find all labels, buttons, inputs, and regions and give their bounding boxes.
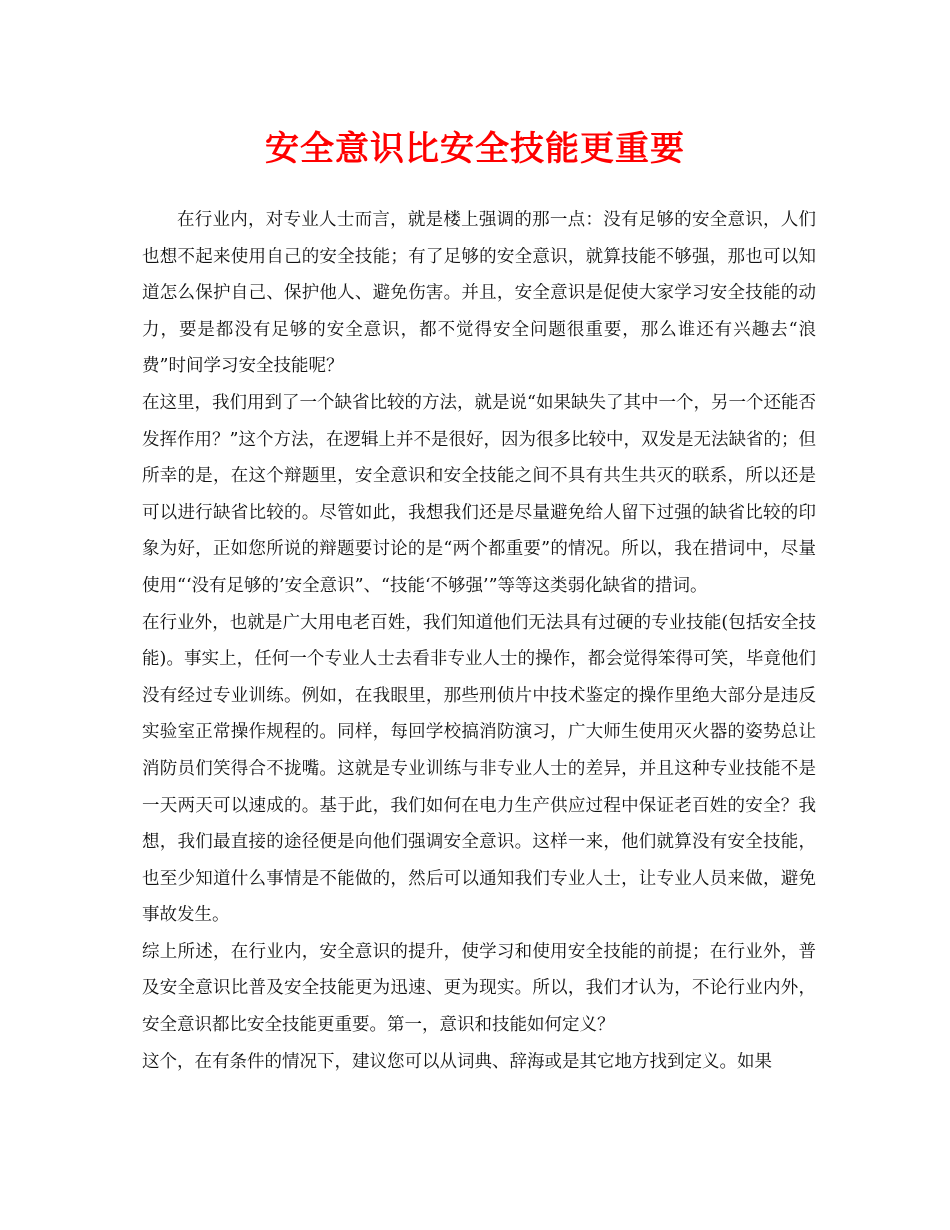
document-body xyxy=(142,202,816,1080)
paragraph-4: 综上所述，在行业内，安全意识的提升，使学习和使用安全技能的前提；在行业外，普及安全意识比普及安全技能更为迅速、更为现实。所以，我们才认为，不论行业内外，安全意识都比安全技能更重要。第一，意识和技能如何定义？ xyxy=(142,941,816,1036)
paragraph-1: 在行业内，对专业人士而言，就是楼上强调的那一点：没有足够的安全意识，人们也想不起来使用自己的安全技能；有了足够的安全意识，就算技能不够强，那也可以知道怎么保护自己、保护他人、避免伤害。并且，安全意识是促使大家学习安全技能的动力，要是都没有足够的安全意识，都不觉得安全问题很重要，那么谁还有兴趣去“浪费”时间学习安全技能呢？ xyxy=(142,210,816,377)
paragraph-5: 这个，在有条件的情况下，建议您可以从词典、辞海或是其它地方找到定义。如果 xyxy=(142,1051,772,1072)
document-title: 安全意识比安全技能更重要 xyxy=(265,129,685,169)
paragraph-3: 在行业外，也就是广大用电老百姓，我们知道他们无法具有过硬的专业技能(包括安全技能)。事实上，任何一个专业人士去看非专业人士的操作，都会觉得笨得可笑，毕竟他们没有经过专业训练。例如，在我眼里，那些刑侦片中技术鉴定的操作里绝大部分是违反实验室正常操作规程的。同样，每回学校搞消防演习，广大师生使用灭火器的姿势总让消防员们笑得合不拢嘴。这就是专业训练与非专业人士的差异，并且这种专业技能不是一天两天可以速成的。基于此，我们如何在电力生产供应过程中保证老百姓的安全？我想，我们最直接的途径便是向他们强调安全意识。这样一来，他们就算没有安全技能，也至少知道什么事情是不能做的，然后可以通知我们专业人士，让专业人员来做，避免事故发生。 xyxy=(142,612,816,926)
paragraph-2: 在这里，我们用到了一个缺省比较的方法，就是说“如果缺失了其中一个，另一个还能否发挥作用？”这个方法，在逻辑上并不是很好，因为很多比较中，双发是无法缺省的；但所幸的是，在这个辩题里，安全意识和安全技能之间不具有共生共灭的联系，所以还是可以进行缺省比较的。尽管如此，我想我们还是尽量避免给人留下过强的缺省比较的印象为好，正如您所说的辩题要讨论的是“两个都重要”的情况。所以，我在措词中，尽量使用“‘没有足够的’安全意识”、“技能‘不够强’”等等这类弱化缺省的措词。 xyxy=(142,392,816,596)
